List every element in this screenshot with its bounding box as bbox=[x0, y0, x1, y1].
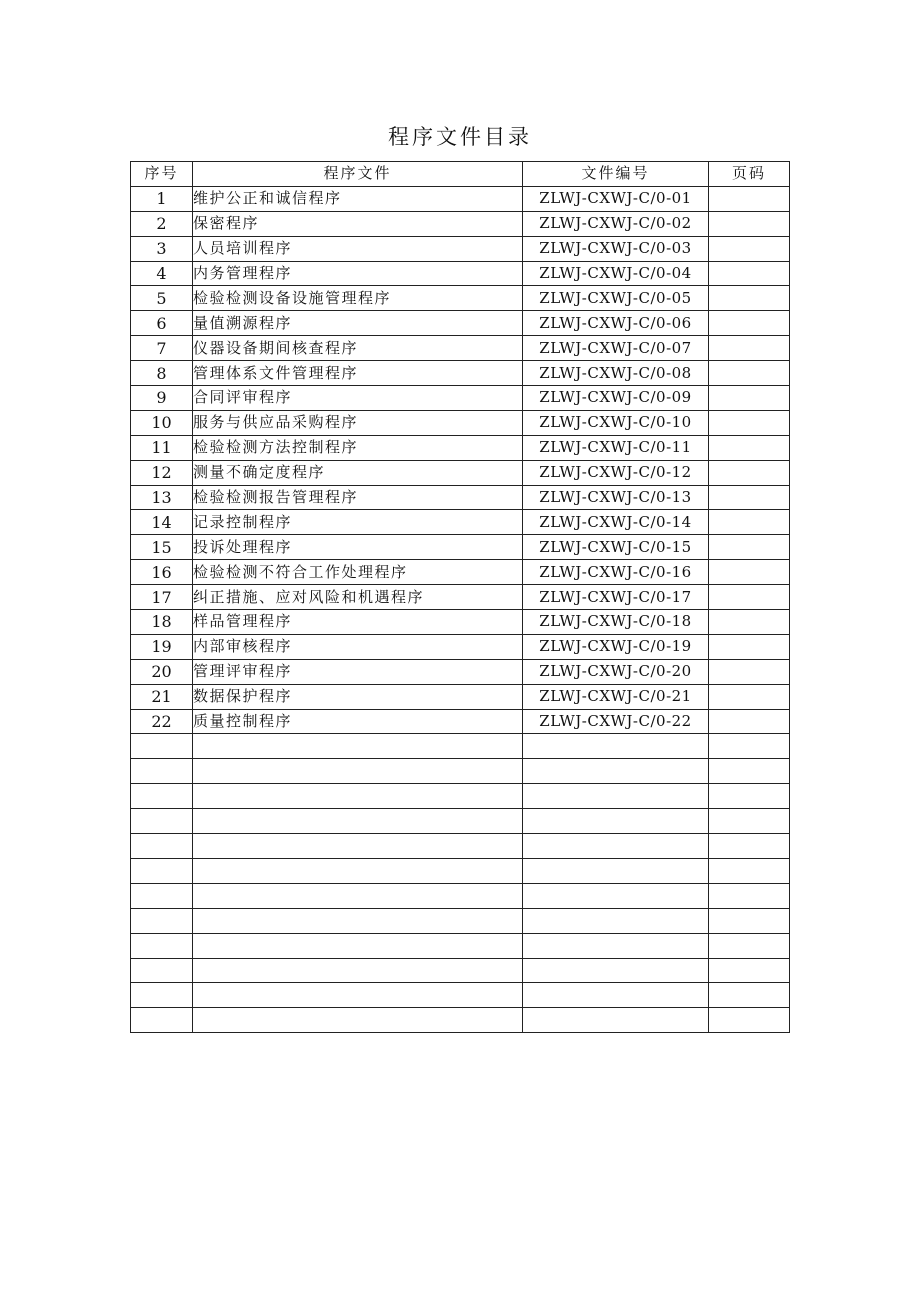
cell-document-code bbox=[523, 933, 709, 958]
cell-procedure-name bbox=[193, 834, 523, 859]
table-row bbox=[131, 560, 790, 585]
cell-procedure-name: 样品管理程序 bbox=[193, 610, 523, 635]
cell-page bbox=[709, 883, 790, 908]
cell-num: 1 bbox=[131, 186, 193, 211]
table-row bbox=[131, 610, 790, 635]
cell-num: 4 bbox=[131, 261, 193, 286]
table-header-row bbox=[131, 162, 790, 187]
cell-num bbox=[131, 883, 193, 908]
cell-document-code: ZLWJ-CXWJ-C/0-21 bbox=[523, 684, 709, 709]
cell-page bbox=[709, 659, 790, 684]
cell-procedure-name: 维护公正和诚信程序 bbox=[193, 186, 523, 211]
cell-procedure-name bbox=[193, 933, 523, 958]
table-row bbox=[131, 361, 790, 386]
cell-page bbox=[709, 460, 790, 485]
cell-num bbox=[131, 933, 193, 958]
cell-page bbox=[709, 684, 790, 709]
cell-procedure-name: 量值溯源程序 bbox=[193, 311, 523, 336]
cell-document-code bbox=[523, 858, 709, 883]
table-row bbox=[131, 336, 790, 361]
cell-page bbox=[709, 834, 790, 859]
cell-num: 13 bbox=[131, 485, 193, 510]
cell-procedure-name: 内务管理程序 bbox=[193, 261, 523, 286]
cell-page bbox=[709, 211, 790, 236]
cell-page bbox=[709, 958, 790, 983]
cell-procedure-name: 管理评审程序 bbox=[193, 659, 523, 684]
cell-num: 2 bbox=[131, 211, 193, 236]
cell-procedure-name bbox=[193, 1008, 523, 1033]
cell-num: 18 bbox=[131, 610, 193, 635]
table-row bbox=[131, 211, 790, 236]
cell-document-code: ZLWJ-CXWJ-C/0-06 bbox=[523, 311, 709, 336]
table-row bbox=[131, 311, 790, 336]
cell-page bbox=[709, 809, 790, 834]
cell-num: 16 bbox=[131, 560, 193, 585]
cell-page bbox=[709, 286, 790, 311]
cell-page bbox=[709, 485, 790, 510]
cell-procedure-name: 记录控制程序 bbox=[193, 510, 523, 535]
cell-num: 15 bbox=[131, 535, 193, 560]
table-row bbox=[131, 460, 790, 485]
table-row bbox=[131, 510, 790, 535]
cell-page bbox=[709, 510, 790, 535]
cell-document-code: ZLWJ-CXWJ-C/0-02 bbox=[523, 211, 709, 236]
cell-num bbox=[131, 858, 193, 883]
cell-document-code: ZLWJ-CXWJ-C/0-01 bbox=[523, 186, 709, 211]
table-row bbox=[131, 983, 790, 1008]
cell-document-code: ZLWJ-CXWJ-C/0-22 bbox=[523, 709, 709, 734]
cell-page bbox=[709, 709, 790, 734]
cell-procedure-name bbox=[193, 958, 523, 983]
table-row bbox=[131, 908, 790, 933]
table-row bbox=[131, 933, 790, 958]
cell-procedure-name: 检验检测设备设施管理程序 bbox=[193, 286, 523, 311]
cell-page bbox=[709, 435, 790, 460]
cell-document-code: ZLWJ-CXWJ-C/0-15 bbox=[523, 535, 709, 560]
cell-num: 22 bbox=[131, 709, 193, 734]
cell-procedure-name bbox=[193, 784, 523, 809]
header-page: 页码 bbox=[709, 162, 790, 187]
toc-table bbox=[130, 161, 790, 1033]
table-row bbox=[131, 684, 790, 709]
cell-num: 12 bbox=[131, 460, 193, 485]
cell-document-code: ZLWJ-CXWJ-C/0-10 bbox=[523, 410, 709, 435]
table-row bbox=[131, 834, 790, 859]
cell-document-code: ZLWJ-CXWJ-C/0-18 bbox=[523, 610, 709, 635]
cell-procedure-name: 检验检测不符合工作处理程序 bbox=[193, 560, 523, 585]
cell-document-code bbox=[523, 809, 709, 834]
cell-procedure-name bbox=[193, 858, 523, 883]
cell-page bbox=[709, 361, 790, 386]
table-row bbox=[131, 734, 790, 759]
cell-procedure-name: 内部审核程序 bbox=[193, 634, 523, 659]
cell-num: 11 bbox=[131, 435, 193, 460]
cell-procedure-name: 质量控制程序 bbox=[193, 709, 523, 734]
table-row bbox=[131, 261, 790, 286]
cell-num: 8 bbox=[131, 361, 193, 386]
cell-document-code: ZLWJ-CXWJ-C/0-11 bbox=[523, 435, 709, 460]
cell-page bbox=[709, 261, 790, 286]
table-row bbox=[131, 809, 790, 834]
header-code: 文件编号 bbox=[523, 162, 709, 187]
cell-page bbox=[709, 410, 790, 435]
cell-page bbox=[709, 311, 790, 336]
cell-page bbox=[709, 386, 790, 411]
cell-procedure-name: 投诉处理程序 bbox=[193, 535, 523, 560]
table-row bbox=[131, 386, 790, 411]
cell-num bbox=[131, 784, 193, 809]
table-row bbox=[131, 858, 790, 883]
cell-procedure-name: 检验检测方法控制程序 bbox=[193, 435, 523, 460]
cell-page bbox=[709, 908, 790, 933]
cell-document-code bbox=[523, 958, 709, 983]
cell-num bbox=[131, 908, 193, 933]
cell-document-code bbox=[523, 983, 709, 1008]
cell-document-code: ZLWJ-CXWJ-C/0-05 bbox=[523, 286, 709, 311]
cell-num: 5 bbox=[131, 286, 193, 311]
cell-num: 19 bbox=[131, 634, 193, 659]
cell-document-code bbox=[523, 1008, 709, 1033]
cell-document-code: ZLWJ-CXWJ-C/0-20 bbox=[523, 659, 709, 684]
cell-page bbox=[709, 858, 790, 883]
cell-document-code bbox=[523, 734, 709, 759]
cell-procedure-name bbox=[193, 908, 523, 933]
cell-procedure-name bbox=[193, 759, 523, 784]
cell-num bbox=[131, 958, 193, 983]
cell-document-code: ZLWJ-CXWJ-C/0-16 bbox=[523, 560, 709, 585]
cell-procedure-name bbox=[193, 734, 523, 759]
table-row bbox=[131, 759, 790, 784]
cell-page bbox=[709, 784, 790, 809]
cell-procedure-name: 纠正措施、应对风险和机遇程序 bbox=[193, 585, 523, 610]
cell-num bbox=[131, 759, 193, 784]
cell-num bbox=[131, 1008, 193, 1033]
table-row bbox=[131, 585, 790, 610]
cell-num: 10 bbox=[131, 410, 193, 435]
cell-document-code: ZLWJ-CXWJ-C/0-19 bbox=[523, 634, 709, 659]
cell-num: 14 bbox=[131, 510, 193, 535]
cell-page bbox=[709, 983, 790, 1008]
table-body bbox=[131, 186, 790, 1032]
cell-page bbox=[709, 186, 790, 211]
cell-page bbox=[709, 734, 790, 759]
cell-document-code: ZLWJ-CXWJ-C/0-12 bbox=[523, 460, 709, 485]
cell-document-code: ZLWJ-CXWJ-C/0-04 bbox=[523, 261, 709, 286]
cell-procedure-name: 数据保护程序 bbox=[193, 684, 523, 709]
header-num: 序号 bbox=[131, 162, 193, 187]
cell-num: 9 bbox=[131, 386, 193, 411]
cell-page bbox=[709, 610, 790, 635]
table-row bbox=[131, 435, 790, 460]
table-row bbox=[131, 1008, 790, 1033]
cell-document-code: ZLWJ-CXWJ-C/0-08 bbox=[523, 361, 709, 386]
cell-num: 7 bbox=[131, 336, 193, 361]
cell-page bbox=[709, 585, 790, 610]
cell-num bbox=[131, 734, 193, 759]
cell-num: 21 bbox=[131, 684, 193, 709]
cell-procedure-name: 人员培训程序 bbox=[193, 236, 523, 261]
cell-document-code bbox=[523, 784, 709, 809]
cell-num: 3 bbox=[131, 236, 193, 261]
cell-procedure-name: 检验检测报告管理程序 bbox=[193, 485, 523, 510]
table-row bbox=[131, 236, 790, 261]
cell-page bbox=[709, 560, 790, 585]
cell-document-code bbox=[523, 759, 709, 784]
cell-num bbox=[131, 983, 193, 1008]
cell-document-code: ZLWJ-CXWJ-C/0-03 bbox=[523, 236, 709, 261]
page-title: 程序文件目录 bbox=[388, 125, 532, 149]
table-row bbox=[131, 958, 790, 983]
table-row bbox=[131, 286, 790, 311]
cell-page bbox=[709, 759, 790, 784]
table-row bbox=[131, 186, 790, 211]
cell-document-code bbox=[523, 883, 709, 908]
cell-page bbox=[709, 933, 790, 958]
cell-document-code: ZLWJ-CXWJ-C/0-13 bbox=[523, 485, 709, 510]
cell-num bbox=[131, 809, 193, 834]
cell-page bbox=[709, 336, 790, 361]
cell-document-code: ZLWJ-CXWJ-C/0-17 bbox=[523, 585, 709, 610]
cell-num bbox=[131, 834, 193, 859]
cell-document-code: ZLWJ-CXWJ-C/0-07 bbox=[523, 336, 709, 361]
cell-page bbox=[709, 236, 790, 261]
cell-procedure-name: 保密程序 bbox=[193, 211, 523, 236]
cell-document-code: ZLWJ-CXWJ-C/0-14 bbox=[523, 510, 709, 535]
cell-num: 17 bbox=[131, 585, 193, 610]
table-row bbox=[131, 659, 790, 684]
table-row bbox=[131, 485, 790, 510]
table-row bbox=[131, 784, 790, 809]
cell-num: 6 bbox=[131, 311, 193, 336]
cell-procedure-name: 管理体系文件管理程序 bbox=[193, 361, 523, 386]
cell-page bbox=[709, 535, 790, 560]
cell-procedure-name: 服务与供应品采购程序 bbox=[193, 410, 523, 435]
table-row bbox=[131, 883, 790, 908]
table-row bbox=[131, 410, 790, 435]
cell-procedure-name: 仪器设备期间核查程序 bbox=[193, 336, 523, 361]
table-row bbox=[131, 709, 790, 734]
table-row bbox=[131, 535, 790, 560]
cell-num: 20 bbox=[131, 659, 193, 684]
cell-document-code bbox=[523, 908, 709, 933]
cell-procedure-name: 合同评审程序 bbox=[193, 386, 523, 411]
cell-procedure-name bbox=[193, 809, 523, 834]
cell-document-code: ZLWJ-CXWJ-C/0-09 bbox=[523, 386, 709, 411]
cell-page bbox=[709, 1008, 790, 1033]
cell-procedure-name bbox=[193, 883, 523, 908]
cell-page bbox=[709, 634, 790, 659]
cell-document-code bbox=[523, 834, 709, 859]
header-name: 程序文件 bbox=[193, 162, 523, 187]
cell-procedure-name bbox=[193, 983, 523, 1008]
table-row bbox=[131, 634, 790, 659]
cell-procedure-name: 测量不确定度程序 bbox=[193, 460, 523, 485]
